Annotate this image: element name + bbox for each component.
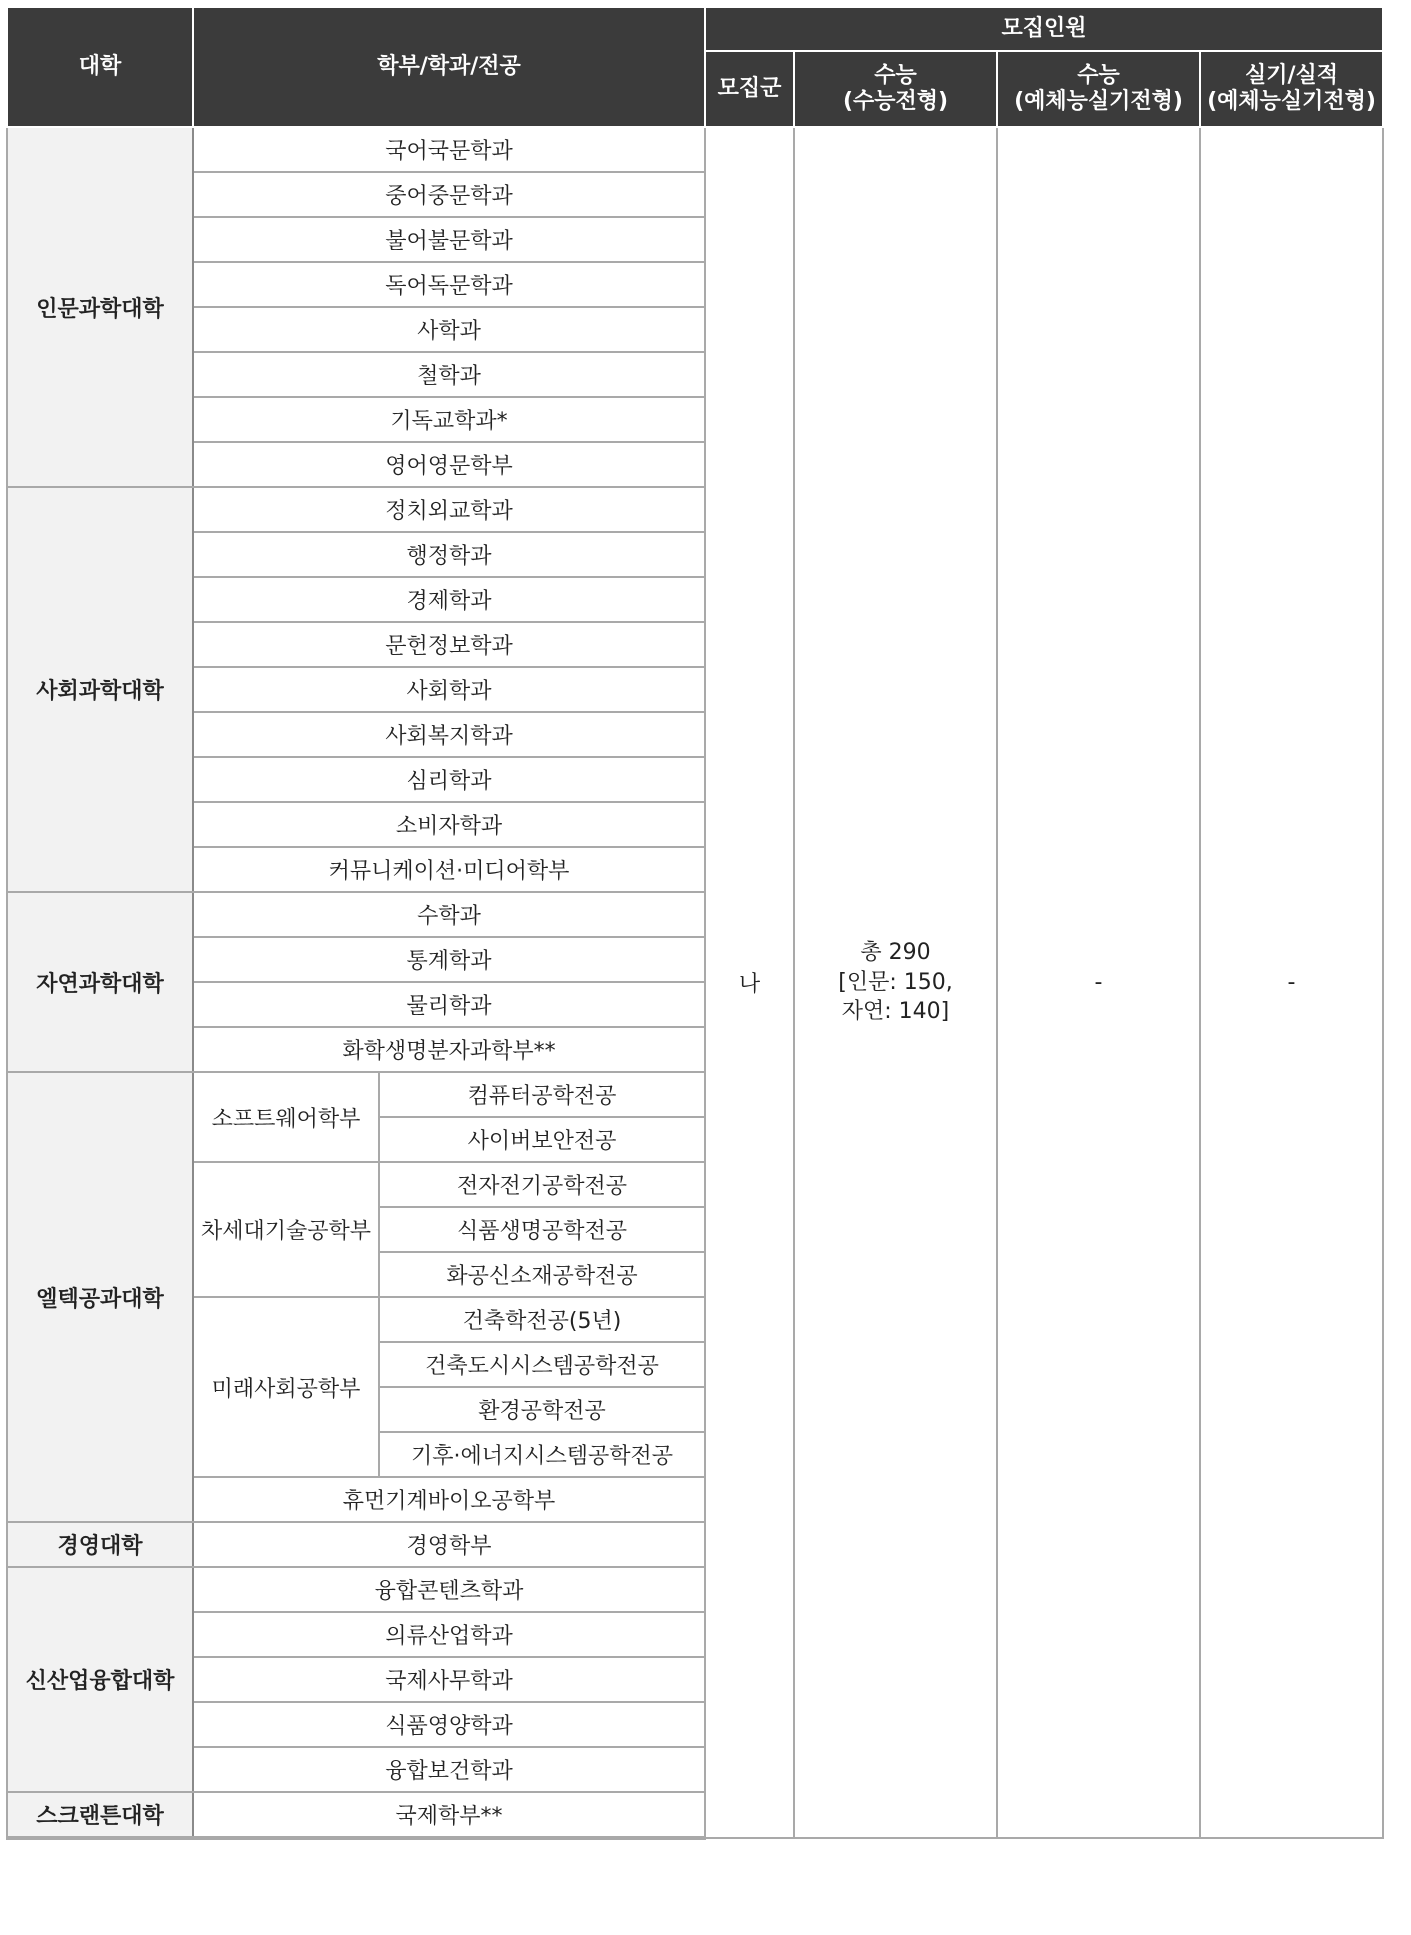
major-name: 사이버보안전공 [379,1117,705,1162]
school-name: 차세대기술공학부 [193,1162,379,1297]
department-name: 의류산업학과 [193,1612,705,1657]
department-name: 영어영문학부 [193,442,705,487]
department-name: 철학과 [193,352,705,397]
college-name: 사회과학대학 [7,487,193,892]
header-suneung-arts-line1: 수능 [1077,62,1120,88]
school-name: 소프트웨어학부 [193,1072,379,1162]
department-name: 문헌정보학과 [193,622,705,667]
suneung-detail-humanities: [인문: 150, [838,969,953,995]
major-name: 컴퓨터공학전공 [379,1072,705,1117]
school-name: 미래사회공학부 [193,1297,379,1477]
department-name: 식품영양학과 [193,1702,705,1747]
header-group: 모집군 [705,51,794,127]
department-name: 사회학과 [193,667,705,712]
header-practical-line1: 실기/실적 [1244,62,1339,88]
group-cell: 나 [705,127,794,1838]
table-header [7,7,1383,127]
department-name: 융합콘텐츠학과 [193,1567,705,1612]
department-name: 휴먼기계바이오공학부 [193,1477,705,1522]
college-name: 자연과학대학 [7,892,193,1072]
department-name: 커뮤니케이션·미디어학부 [193,847,705,892]
header-college: 대학 [7,7,193,127]
header-practical-line2: (예체능실기전형) [1207,89,1376,114]
department-name: 소비자학과 [193,802,705,847]
header-practical [1200,51,1383,127]
college-name: 신산업융합대학 [7,1567,193,1792]
college-name: 스크랜튼대학 [7,1792,193,1838]
department-name: 경영학부 [193,1522,705,1567]
suneung-arts-quota-cell: - [997,127,1200,1838]
header-department: 학부/학과/전공 [193,7,705,127]
department-name: 사학과 [193,307,705,352]
department-name: 정치외교학과 [193,487,705,532]
suneung-quota-cell [794,127,997,1838]
major-name: 건축학전공(5년) [379,1297,705,1342]
header-suneung [794,51,997,127]
major-name: 기후·에너지시스템공학전공 [379,1432,705,1477]
department-name: 사회복지학과 [193,712,705,757]
department-name: 수학과 [193,892,705,937]
college-name: 인문과학대학 [7,127,193,487]
header-suneung-line1: 수능 [874,62,917,88]
department-name: 국어국문학과 [193,127,705,172]
header-suneung-line2: (수능전형) [842,89,949,114]
major-name: 화공신소재공학전공 [379,1252,705,1297]
header-suneung-arts-line2: (예체능실기전형) [1014,89,1183,114]
college-name: 경영대학 [7,1522,193,1567]
department-name: 물리학과 [193,982,705,1027]
department-name: 기독교학과* [193,397,705,442]
department-name: 국제사무학과 [193,1657,705,1702]
practical-quota-cell: - [1200,127,1383,1838]
major-name: 환경공학전공 [379,1387,705,1432]
department-name: 국제학부** [193,1792,705,1838]
suneung-detail-natural: 자연: 140] [841,999,950,1025]
college-name: 엘텍공과대학 [7,1072,193,1522]
header-recruit-count: 모집인원 [705,7,1383,51]
department-name: 심리학과 [193,757,705,802]
admission-quota-table [6,6,1384,1840]
department-name: 행정학과 [193,532,705,577]
major-name: 식품생명공학전공 [379,1207,705,1252]
suneung-total: 총 290 [860,939,931,965]
table-body [7,127,1383,1838]
header-suneung-arts [997,51,1200,127]
department-name: 통계학과 [193,937,705,982]
major-name: 건축도시시스템공학전공 [379,1342,705,1387]
department-name: 경제학과 [193,577,705,622]
department-name: 융합보건학과 [193,1747,705,1792]
department-name: 독어독문학과 [193,262,705,307]
department-name: 화학생명분자과학부** [193,1027,705,1072]
table-row [7,127,1383,172]
department-name: 중어중문학과 [193,172,705,217]
department-name: 불어불문학과 [193,217,705,262]
major-name: 전자전기공학전공 [379,1162,705,1207]
admission-table-container [6,6,1384,1840]
